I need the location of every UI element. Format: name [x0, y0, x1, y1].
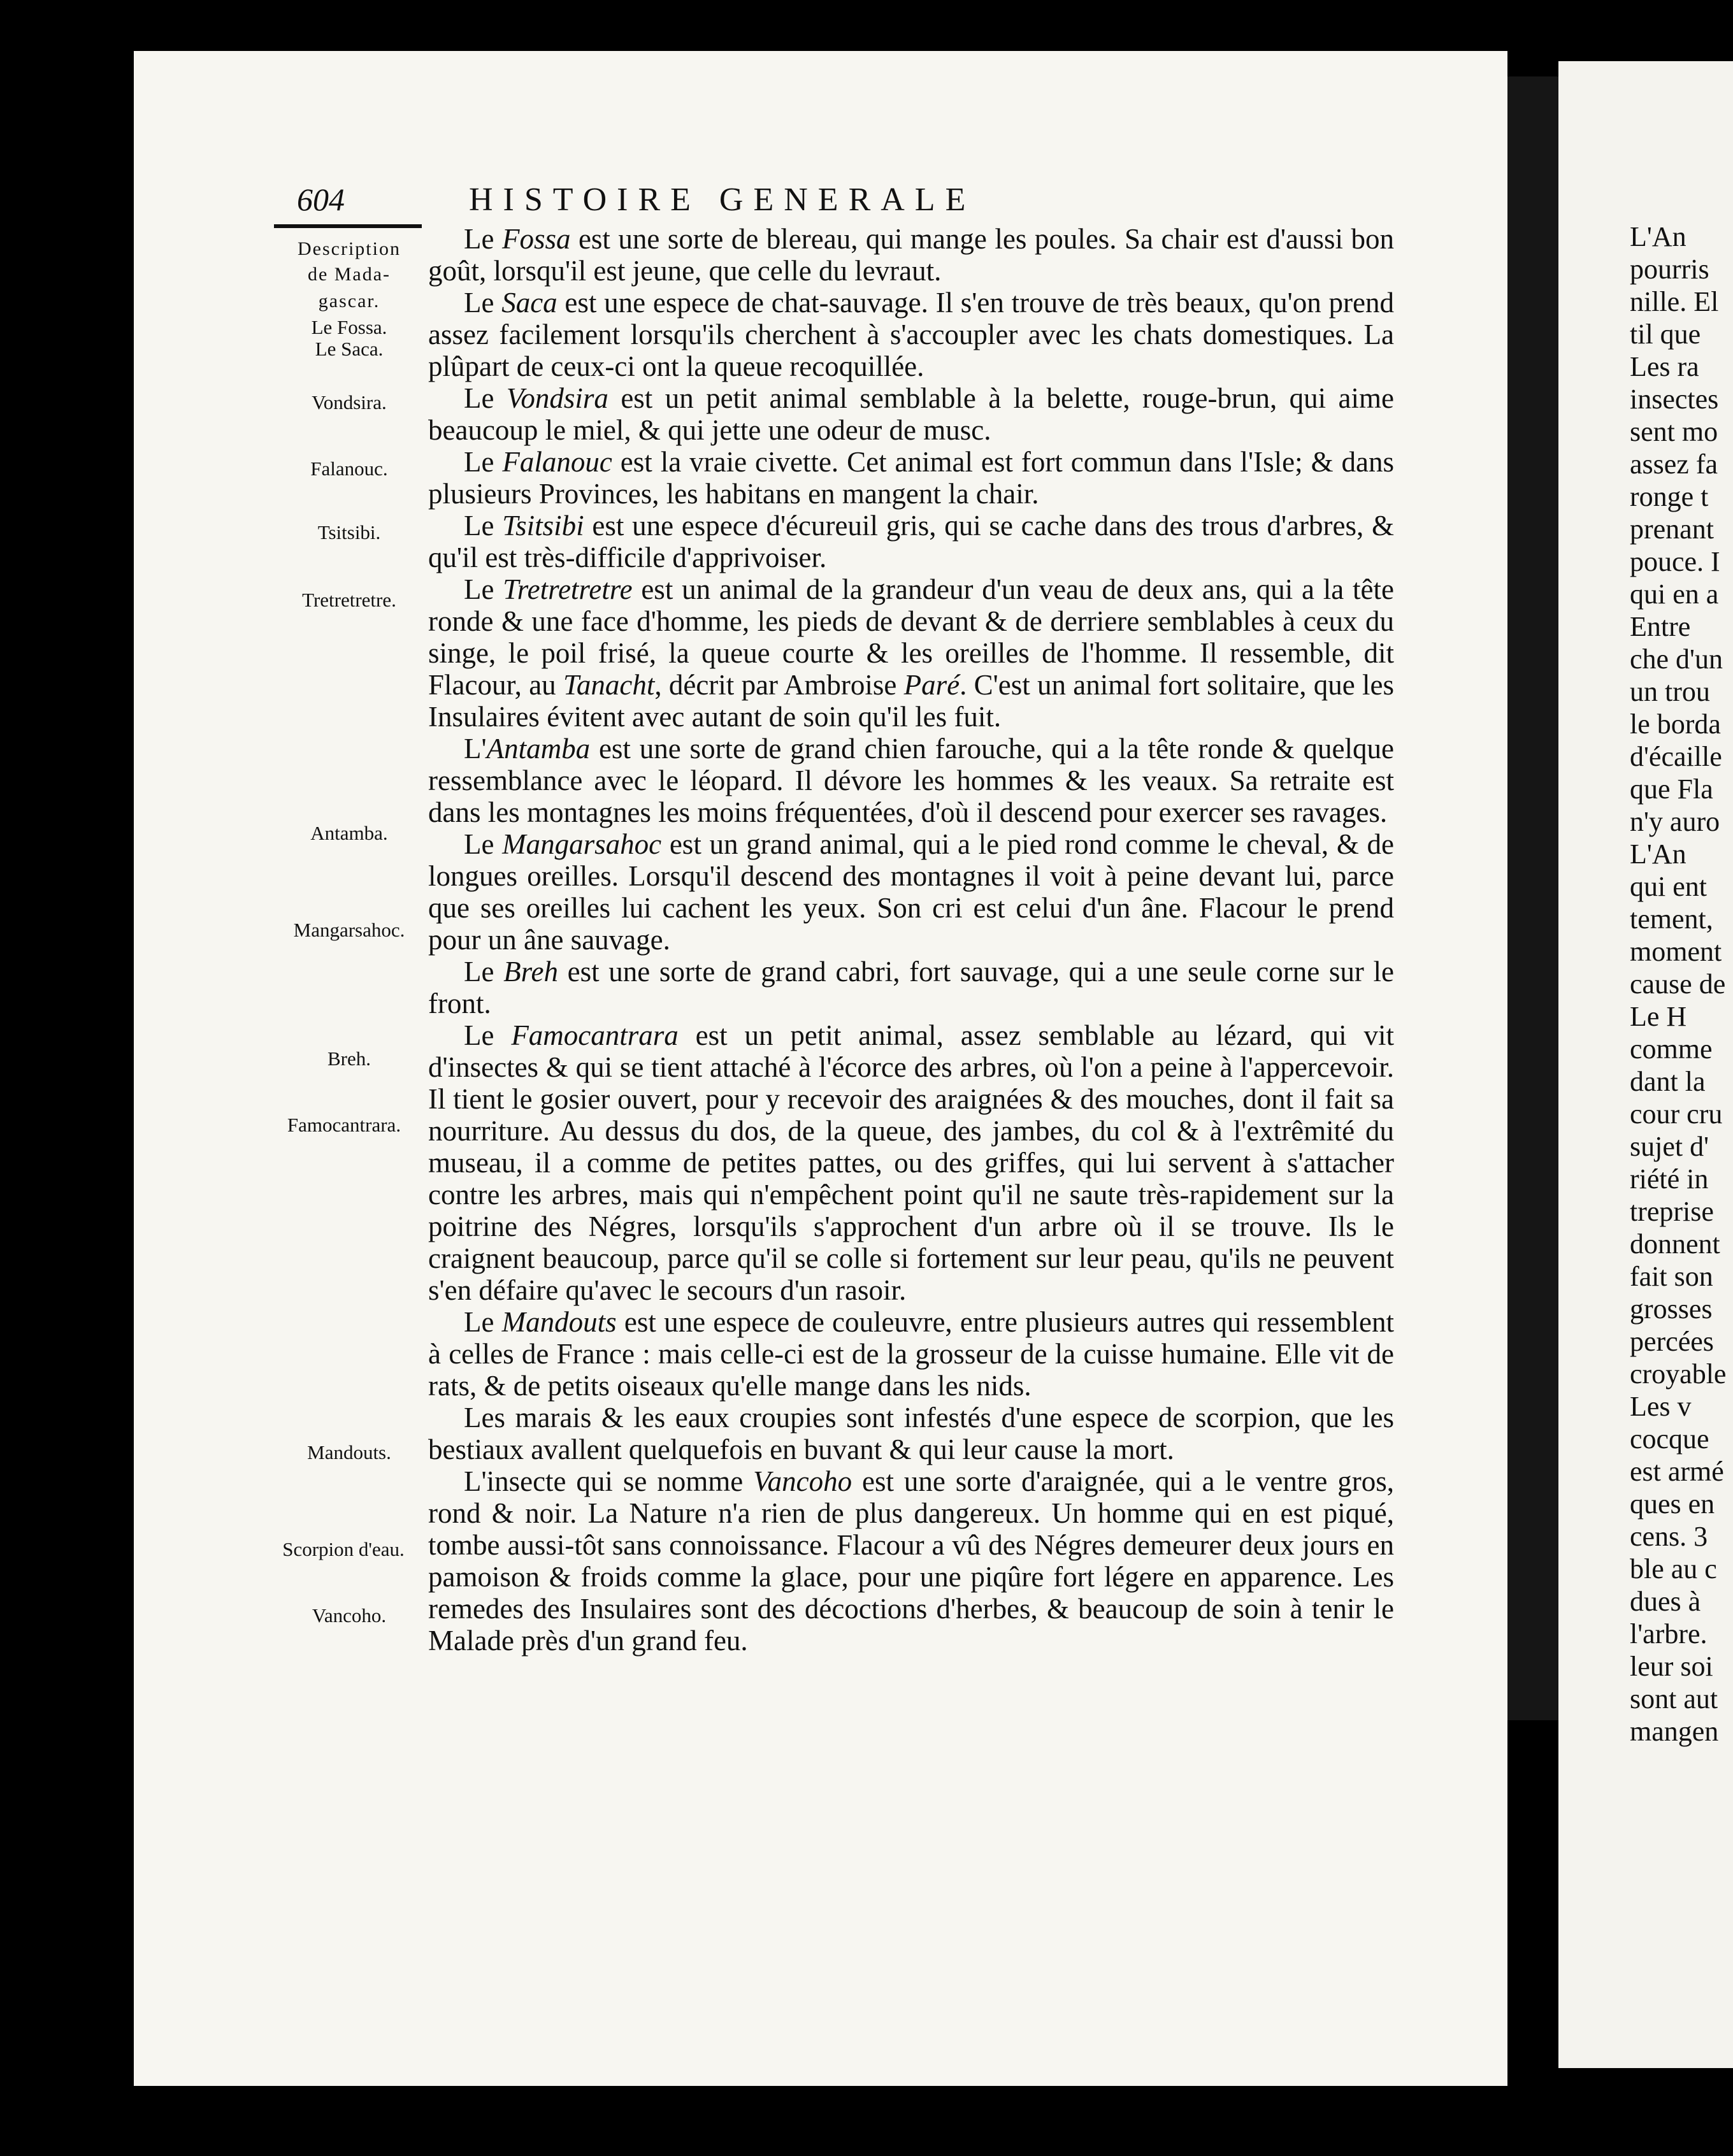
- animal-name: Falanouc: [502, 446, 612, 478]
- right-page-line: ques en: [1630, 1488, 1715, 1520]
- right-page-line: ble au c: [1630, 1553, 1717, 1585]
- right-page-line: prenant: [1630, 514, 1714, 545]
- paragraph-scorpion: [428, 1402, 1394, 1465]
- animal-name: Fossa: [501, 223, 571, 255]
- paragraph-text: , décrit par Ambroise: [654, 669, 904, 701]
- right-page-line: dues à: [1630, 1586, 1701, 1617]
- right-page-line: croyable: [1630, 1358, 1727, 1390]
- paragraph-text: Le: [464, 956, 504, 988]
- margin-note-description-3: gascar.: [318, 291, 380, 312]
- right-page-line: fait son: [1630, 1261, 1713, 1292]
- paragraph-text: est une espece de chat-sauvage. Il s'en trouve de très beaux, qu'on prend assez facilement lorsqu'ils cherchent à s'accoupler avec les chats domestiques. La plûpart de ceux-ci ont la queue recoquillée.: [428, 287, 1394, 382]
- paragraph-text: est une espece de couleuvre, entre plusieurs autres qui ressemblent à celles de France : mais celle-ci est de la grosseur de la cuisse humaine. Elle vit de rats, & de petits oiseaux qu'elle mange dans les nids.: [428, 1306, 1394, 1402]
- right-page-line: sent mo: [1630, 416, 1718, 447]
- right-page-line: comme: [1630, 1033, 1713, 1065]
- right-page-line: Le H: [1630, 1001, 1687, 1032]
- right-page-line: percées: [1630, 1326, 1714, 1357]
- margin-note-famocantrara: Famocantrara.: [287, 1114, 401, 1136]
- right-page-line: leur soi: [1630, 1651, 1713, 1682]
- right-page-line: pourris: [1630, 254, 1709, 285]
- right-page-line: cause de: [1630, 968, 1726, 1000]
- book-gutter: [1507, 76, 1558, 1720]
- right-page-text-fragments: [1630, 220, 1733, 1748]
- animal-name: Breh: [503, 956, 558, 988]
- paragraph-text: est une sorte de grand chien farouche, qui a la tête ronde & quelque ressemblance avec le léopard. Il dévore les hommes & les veaux. Sa retraite est dans les montagnes les moins fréquentées, d'où il descend pour exercer ses ravages.: [428, 733, 1394, 828]
- animal-name: Tsitsibi: [502, 510, 584, 542]
- paragraph-fossa: [428, 223, 1394, 287]
- right-page-line: grosses: [1630, 1293, 1713, 1325]
- right-page-line: treprise: [1630, 1196, 1714, 1227]
- paragraph-mangarsahoc: [428, 828, 1394, 956]
- animal-name: Antamba: [486, 733, 591, 765]
- paragraph-text: est une espece d'écureuil gris, qui se cache dans des trous d'arbres, & qu'il est très-difficile d'apprivoiser.: [428, 510, 1394, 573]
- margin-note-falanouc: Falanouc.: [310, 457, 388, 480]
- paragraph-text: est un petit animal, assez semblable au lézard, qui vit d'insectes & qui se tient attaché à l'écorce des arbres, où l'on a peine à l'appercevoir. Il tient le gosier ouvert, pour y recevoir des araignées & des mouches, dont il fait sa nourriture. Au dessus du dos, de la queue, des jambes, du col & à l'extrêmité du museau, il a comme de petites pattes, ou des griffes, qui lui servent à s'attacher contre les arbres, mais qui n'empêchent point qu'il ne saute très-rapidement sur la poitrine des Négres, lorsqu'ils s'approchent d'un arbre où il se trouve. Ils le craignent beaucoup, parce qu'il se colle si fortement sur leur peau, qu'ils ne peuvent s'en défaire qu'avec le secours d'un rasoir.: [428, 1019, 1394, 1306]
- paragraph-tretretretre: [428, 573, 1394, 733]
- paragraph-saca: [428, 287, 1394, 382]
- paragraph-text: est une sorte de blereau, qui mange les poules. Sa chair est d'aussi bon goût, lorsqu'il est jeune, que celle du levraut.: [428, 223, 1394, 287]
- right-page-line: riété in: [1630, 1163, 1709, 1195]
- paragraph-text: Le: [464, 573, 503, 605]
- right-page-line: le borda: [1630, 708, 1721, 740]
- paragraph-text: est une sorte d'araignée, qui a le ventre gros, rond & noir. La Nature n'a rien de plus dangereux. Un homme qui en est piqué, tombe aussi-tôt sans connoissance. Flacour a vû des Négres demeurer deux jours en pamoison & froids comme la glace, pour une piqûre fort légere en apparence. Les remedes des Insulaires sont des décoctions d'herbes, & beaucoup de soin à tenir le Malade près d'un grand feu.: [428, 1465, 1395, 1657]
- right-page-line: n'y auro: [1630, 806, 1720, 837]
- right-page-line: insectes: [1630, 384, 1719, 415]
- animal-name: Saca: [501, 287, 557, 319]
- right-page-line: Les v: [1630, 1391, 1692, 1422]
- right-page-line: sujet d': [1630, 1131, 1709, 1162]
- paragraph-famocantrara: [428, 1019, 1394, 1306]
- header-rule: [274, 224, 422, 228]
- paragraph-text: est un animal de la grandeur d'un veau de deux ans, qui a la tête ronde & une face d'homme, les pieds de devant & de derriere semblables à ceux du singe, le poil frisé, la queue courte & les oreilles de l'homme. Il ressemble, dit Flacour, au: [428, 573, 1394, 701]
- right-page-line: L'An: [1630, 221, 1686, 252]
- running-header: [297, 180, 1227, 219]
- right-page-line: sont aut: [1630, 1683, 1718, 1714]
- margin-note-scorpion: Scorpion d'eau.: [282, 1538, 405, 1560]
- margin-note-mangarsahoc: Mangarsahoc.: [293, 919, 405, 941]
- paragraph-text: est un petit animal semblable à la belette, rouge-brun, qui aime beaucoup le miel, & qui jette une odeur de musc.: [428, 382, 1394, 446]
- margin-note-antamba: Antamba.: [310, 822, 388, 844]
- paragraph-falanouc: [428, 446, 1394, 510]
- paragraph-text: L'insecte qui se nomme: [464, 1465, 754, 1497]
- right-page-line: assez fa: [1630, 449, 1718, 480]
- right-page-line: moment: [1630, 936, 1722, 967]
- page-number: 604: [297, 182, 345, 217]
- paragraph-vancoho: [428, 1465, 1394, 1657]
- paragraph-mandouts: [428, 1306, 1394, 1402]
- margin-note-tretretretre: Tretretretre.: [302, 589, 396, 611]
- paragraph-text: est une sorte de grand cabri, fort sauvage, qui a une seule corne sur le front.: [428, 956, 1394, 1019]
- right-page-line: tement,: [1630, 903, 1713, 935]
- right-page-line: nille. El: [1630, 286, 1719, 317]
- right-page-line: cocque: [1630, 1423, 1709, 1455]
- animal-name: Famocantrara: [511, 1019, 679, 1051]
- paragraph-text: L': [464, 733, 487, 765]
- margin-note-breh: Breh.: [327, 1047, 371, 1070]
- right-page-line: che d'un: [1630, 643, 1723, 675]
- right-page-line: dant la: [1630, 1066, 1706, 1097]
- margin-note-vancoho: Vancoho.: [312, 1604, 387, 1627]
- right-page-line: Les ra: [1630, 351, 1699, 382]
- paragraph-text: est la vraie civette. Cet animal est fort commun dans l'Isle; & dans plusieurs Provinces, les habitans en mangent la chair.: [428, 446, 1394, 510]
- right-page-line: donnent: [1630, 1228, 1720, 1260]
- right-page-line: est armé: [1630, 1456, 1724, 1487]
- margin-note-description: Description: [298, 238, 401, 259]
- paragraph-text: Le: [464, 446, 503, 478]
- right-page-line: qui ent: [1630, 871, 1707, 902]
- right-page-line: pouce. I: [1630, 546, 1720, 577]
- paragraph-text: Le: [464, 510, 503, 542]
- animal-name: Mandouts: [501, 1306, 617, 1338]
- margin-note-tsitsibi: Tsitsibi.: [317, 521, 381, 543]
- running-title: HISTOIRE GENERALE: [469, 181, 976, 218]
- right-page-line: que Fla: [1630, 773, 1713, 805]
- paragraph-text: Le: [464, 287, 502, 319]
- right-page-line: un trou: [1630, 676, 1710, 707]
- right-page-line: ronge t: [1630, 481, 1709, 512]
- margin-note-description-2: de Mada-: [307, 264, 391, 285]
- animal-name: Vancoho: [753, 1465, 852, 1497]
- animal-name: Vondsira: [506, 382, 608, 414]
- margin-note-saca: Le Saca.: [315, 338, 384, 360]
- main-text-column: [428, 223, 1394, 1657]
- margin-note-vondsira: Vondsira.: [312, 391, 387, 413]
- right-page-line: Entre: [1630, 611, 1691, 642]
- right-page-line: mangen: [1630, 1716, 1719, 1747]
- paragraph-vondsira: [428, 382, 1394, 446]
- paragraph-text: Le: [464, 828, 503, 860]
- paragraph-breh: [428, 956, 1394, 1019]
- paragraph-text: Le: [464, 1306, 502, 1338]
- right-page-line: til que: [1630, 319, 1701, 350]
- paragraph-text: Le: [464, 223, 502, 255]
- animal-name: Tretretretre: [503, 573, 633, 605]
- right-page-line: l'arbre.: [1630, 1618, 1708, 1649]
- animal-name: Tanacht: [563, 669, 655, 701]
- paragraph-antamba: [428, 733, 1394, 828]
- right-page-line: d'écaille: [1630, 741, 1722, 772]
- animal-name: Mangarsahoc: [502, 828, 662, 860]
- right-page-line: cour cru: [1630, 1098, 1723, 1130]
- author-name: Paré: [903, 669, 960, 701]
- margin-note-fossa: Le Fossa.: [311, 316, 387, 338]
- paragraph-text: Les marais & les eaux croupies sont infestés d'une espece de scorpion, que les bestiaux avallent quelquefois en buvant & qui leur cause la mort.: [428, 1402, 1394, 1465]
- paragraph-text: est un grand animal, qui a le pied rond comme le cheval, & de longues oreilles. Lorsqu'il descend des montagnes il voit à peine devant lui, parce que ses oreilles lui cachent les yeux. Son cri est celui d'un âne. Flacour le prend pour un âne sauvage.: [428, 828, 1394, 956]
- paragraph-tsitsibi: [428, 510, 1394, 573]
- paragraph-text: Le: [464, 382, 507, 414]
- right-page-line: qui en a: [1630, 579, 1719, 610]
- paragraph-text: . C'est un animal fort solitaire, que les Insulaires évitent avec autant de soin qu'il les fuit.: [428, 669, 1394, 733]
- right-page-line: cens. 3: [1630, 1521, 1708, 1552]
- paragraph-text: Le: [464, 1019, 512, 1051]
- right-page-line: L'An: [1630, 838, 1686, 870]
- margin-note-mandouts: Mandouts.: [307, 1441, 391, 1463]
